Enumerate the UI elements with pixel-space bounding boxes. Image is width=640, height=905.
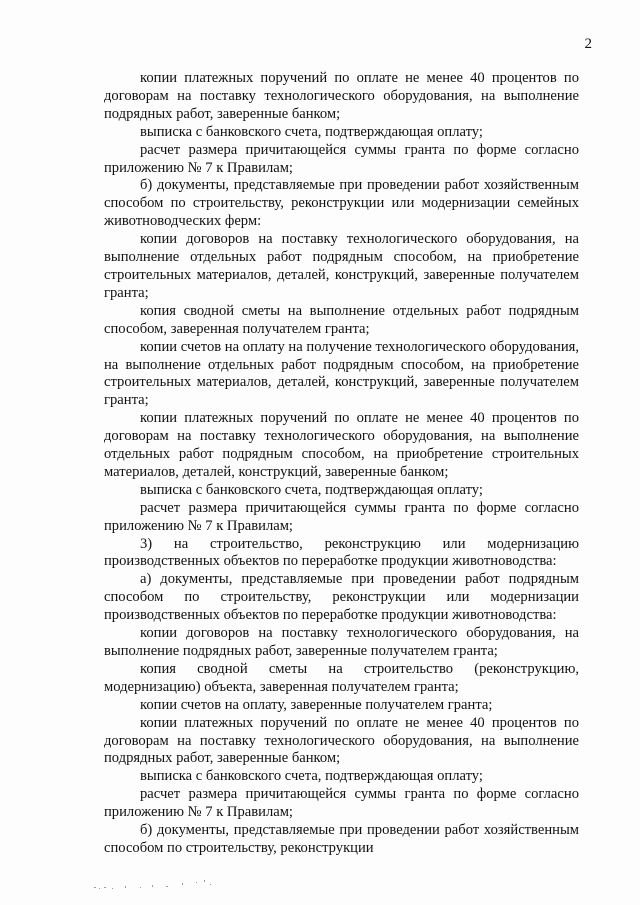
paragraph: выписка с банковского счета, подтверждающая оплату;	[140, 123, 483, 140]
paragraph: копия сводной сметы на строительство (реконструкцию, модернизацию) объекта, заверенная получателем гранта;	[104, 660, 579, 695]
paragraph: расчет размера причитающейся суммы гранта по форме согласно приложению № 7 к Правилам;	[104, 141, 579, 176]
paragraph: копии договоров на поставку технологического оборудования, на выполнение отдельных работ подрядным способом, на приобретение строительных материалов, деталей, конструкций, заверенные получателем гранта;	[104, 231, 579, 301]
paragraph: копии платежных поручений по оплате не менее 40 процентов по договорам на поставку технологического оборудования, на выполнение отдельных работ подрядным способом, на приобретение строительных материалов, деталей, конструкций, заверенные банком;	[104, 410, 579, 480]
scan-noise-mark	[92, 878, 222, 892]
paragraph: б) документы, представляемые при проведении работ хозяйственным способом по строительству, реконструкции или модернизации семейных животноводческих ферм:	[104, 177, 579, 230]
paragraph: выписка с банковского счета, подтверждающая оплату;	[140, 481, 483, 498]
paragraph: б) документы, представляемые при проведении работ хозяйственным способом по строительству, реконструкции	[104, 822, 579, 856]
paragraph: а) документы, представляемые при проведении работ подрядным способом по строительству, реконструкции или модернизации производственных объектов по переработке продукции животноводства:	[104, 571, 579, 624]
paragraph: копии договоров на поставку технологического оборудования, на выполнение подрядных работ, заверенные получателем гранта;	[104, 625, 579, 659]
paragraph: копия сводной сметы на выполнение отдельных работ подрядным способом, заверенная получателем гранта;	[104, 302, 579, 337]
document-body	[104, 70, 579, 858]
paragraph: копии счетов на оплату, заверенные получателем гранта;	[140, 696, 493, 713]
paragraph: копии счетов на оплату на получение технологического оборудования, на выполнение отдельных работ подрядным способом, на приобретение строительных материалов, деталей, конструкций, заверенные получателем гранта;	[104, 338, 579, 409]
paragraph: копии платежных поручений по оплате не менее 40 процентов по договорам на поставку технологического оборудования, на выполнение подрядных работ, заверенные банком;	[104, 70, 579, 122]
paragraph: 3) на строительство, реконструкцию или модернизацию производственных объектов по переработке продукции животноводства:	[104, 535, 579, 570]
paragraph: расчет размера причитающейся суммы гранта по форме согласно приложению № 7 к Правилам;	[104, 499, 579, 534]
paragraph: расчет размера причитающейся суммы гранта по форме согласно приложению № 7 к Правилам;	[104, 786, 579, 821]
page-number: 2	[584, 36, 592, 52]
paragraph: копии платежных поручений по оплате не менее 40 процентов по договорам на поставку технологического оборудования, на выполнение подрядных работ, заверенные банком;	[104, 714, 579, 767]
paragraph: выписка с банковского счета, подтверждающая оплату;	[140, 768, 483, 785]
